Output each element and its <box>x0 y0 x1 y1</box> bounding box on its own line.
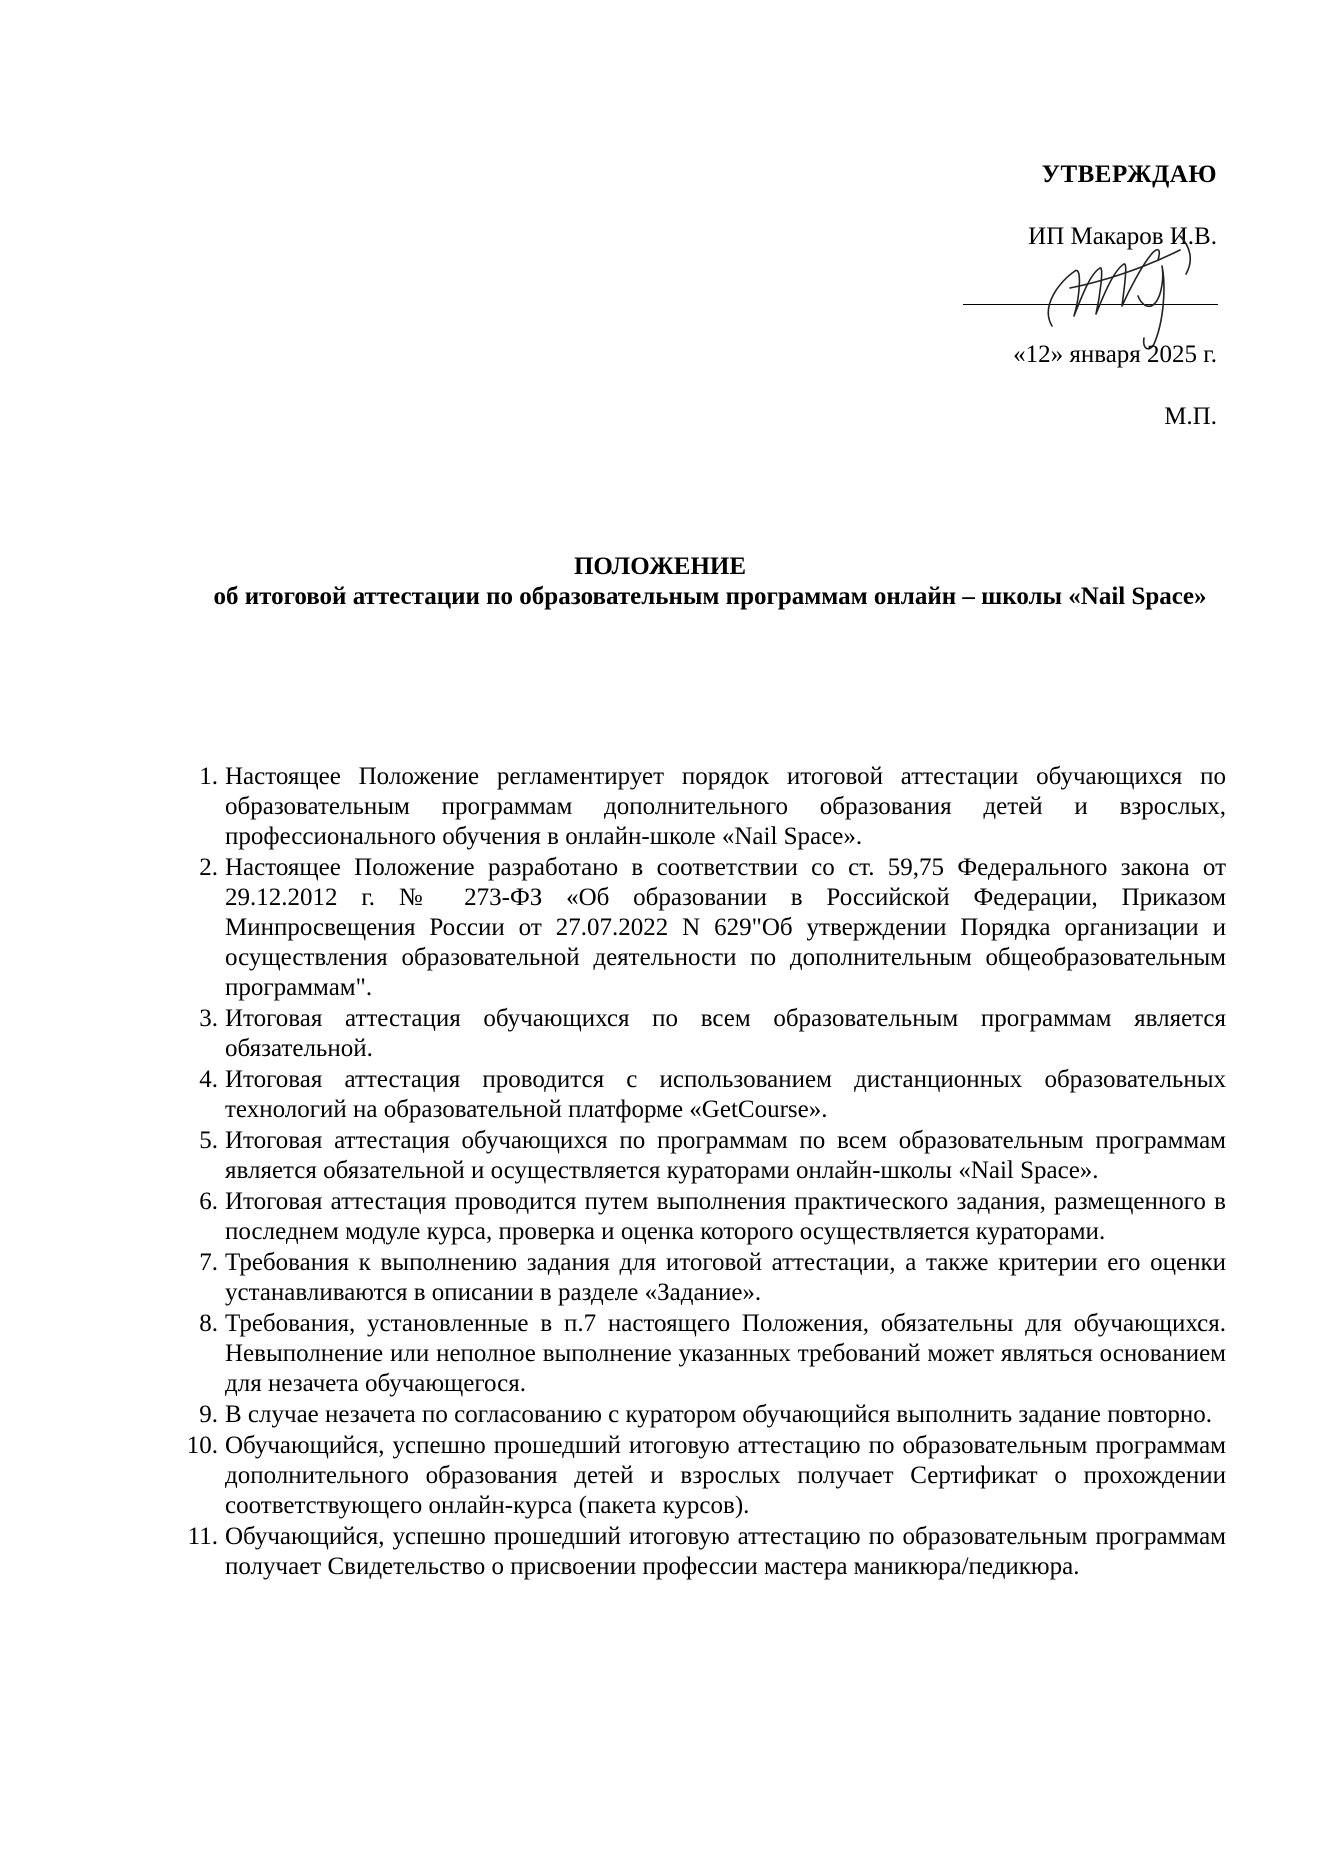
document-title: ПОЛОЖЕНИЕ <box>573 553 747 580</box>
list-item <box>160 853 1226 1003</box>
approval-date: «12» января 2025 г. <box>1013 341 1217 368</box>
list-item <box>160 1187 1226 1247</box>
item-text: Обучающийся, успешно прошедший итоговую аттестацию по образовательным программам получает Свидетельство о присвоении профессии мастера маникюра/педикюра. <box>225 1523 1226 1580</box>
approval-title: УТВЕРЖДАЮ <box>1041 161 1217 188</box>
list-item <box>160 1248 1226 1308</box>
document-subtitle: об итоговой аттестации по образовательным программам онлайн – школы «Nail Space» <box>213 583 1207 610</box>
item-text: Настоящее Положение разработано в соответствии со ст. 59,75 Федерального закона от 29.12.2012 г. № 273-ФЗ «Об образовании в Российской Федерации, Приказом Минпросвещения России от 27.07.2022 N 629"Об утверждении Порядка организации и осуществления образовательной деятельности по дополнительным общеобразовательным программам". <box>225 854 1226 1001</box>
approver-name: ИП Макаров И.В. <box>1028 223 1217 250</box>
item-number: 5. <box>199 1127 218 1154</box>
item-text: Настоящее Положение регламентирует порядок итоговой аттестации обучающихся по образовательным программам дополнительного образования детей и взрослых, профессионального обучения в онлайн-школе «Nail Space». <box>225 763 1226 850</box>
list-item <box>160 1065 1226 1125</box>
list-item <box>160 1522 1226 1582</box>
item-text: В случае незачета по согласованию с куратором обучающийся выполнить задание повторно. <box>225 1401 1213 1428</box>
list-item <box>160 1004 1226 1064</box>
item-text: Требования к выполнению задания для итоговой аттестации, а также критерии его оценки устанавливаются в описании в разделе «Задание». <box>225 1249 1226 1306</box>
item-number: 4. <box>199 1066 218 1093</box>
list-item <box>160 1400 1226 1430</box>
item-text: Итоговая аттестация обучающихся по программам по всем образовательным программам является обязательной и осуществляется кураторами онлайн-школы «Nail Space». <box>225 1127 1226 1184</box>
list-item <box>160 1309 1226 1399</box>
item-number: 1. <box>199 763 218 790</box>
regulation-items-list <box>160 762 1226 1583</box>
item-text: Итоговая аттестация проводится путем выполнения практического задания, размещенного в последнем модуле курса, проверка и оценка которого осуществляется кураторами. <box>225 1188 1226 1245</box>
item-text: Обучающийся, успешно прошедший итоговую аттестацию по образовательным программам дополнительного образования детей и взрослых получает Сертификат о прохождении соответствующего онлайн-курса (пакета курсов). <box>225 1432 1226 1519</box>
item-number: 2. <box>199 854 218 881</box>
list-item <box>160 1126 1226 1186</box>
item-number: 7. <box>199 1249 218 1276</box>
item-text: Итоговая аттестация обучающихся по всем образовательным программам является обязательной. <box>225 1005 1226 1062</box>
item-number: 9. <box>199 1401 218 1428</box>
list-item <box>160 1431 1226 1521</box>
item-number: 11. <box>187 1523 218 1550</box>
item-number: 6. <box>199 1188 218 1215</box>
handwritten-signature <box>1030 226 1210 356</box>
item-number: 3. <box>199 1005 218 1032</box>
item-text: Итоговая аттестация проводится с использованием дистанционных образовательных технологий на образовательной платформе «GetCourse». <box>225 1066 1226 1123</box>
stamp-place-label: М.П. <box>1164 403 1217 430</box>
list-item <box>160 762 1226 852</box>
item-number: 8. <box>199 1310 218 1337</box>
item-number: 10. <box>186 1432 218 1459</box>
item-text: Требования, установленные в п.7 настоящего Положения, обязательны для обучающихся. Невыполнение или неполное выполнение указанных требований может являться основанием для незачета обучающегося. <box>225 1310 1226 1397</box>
